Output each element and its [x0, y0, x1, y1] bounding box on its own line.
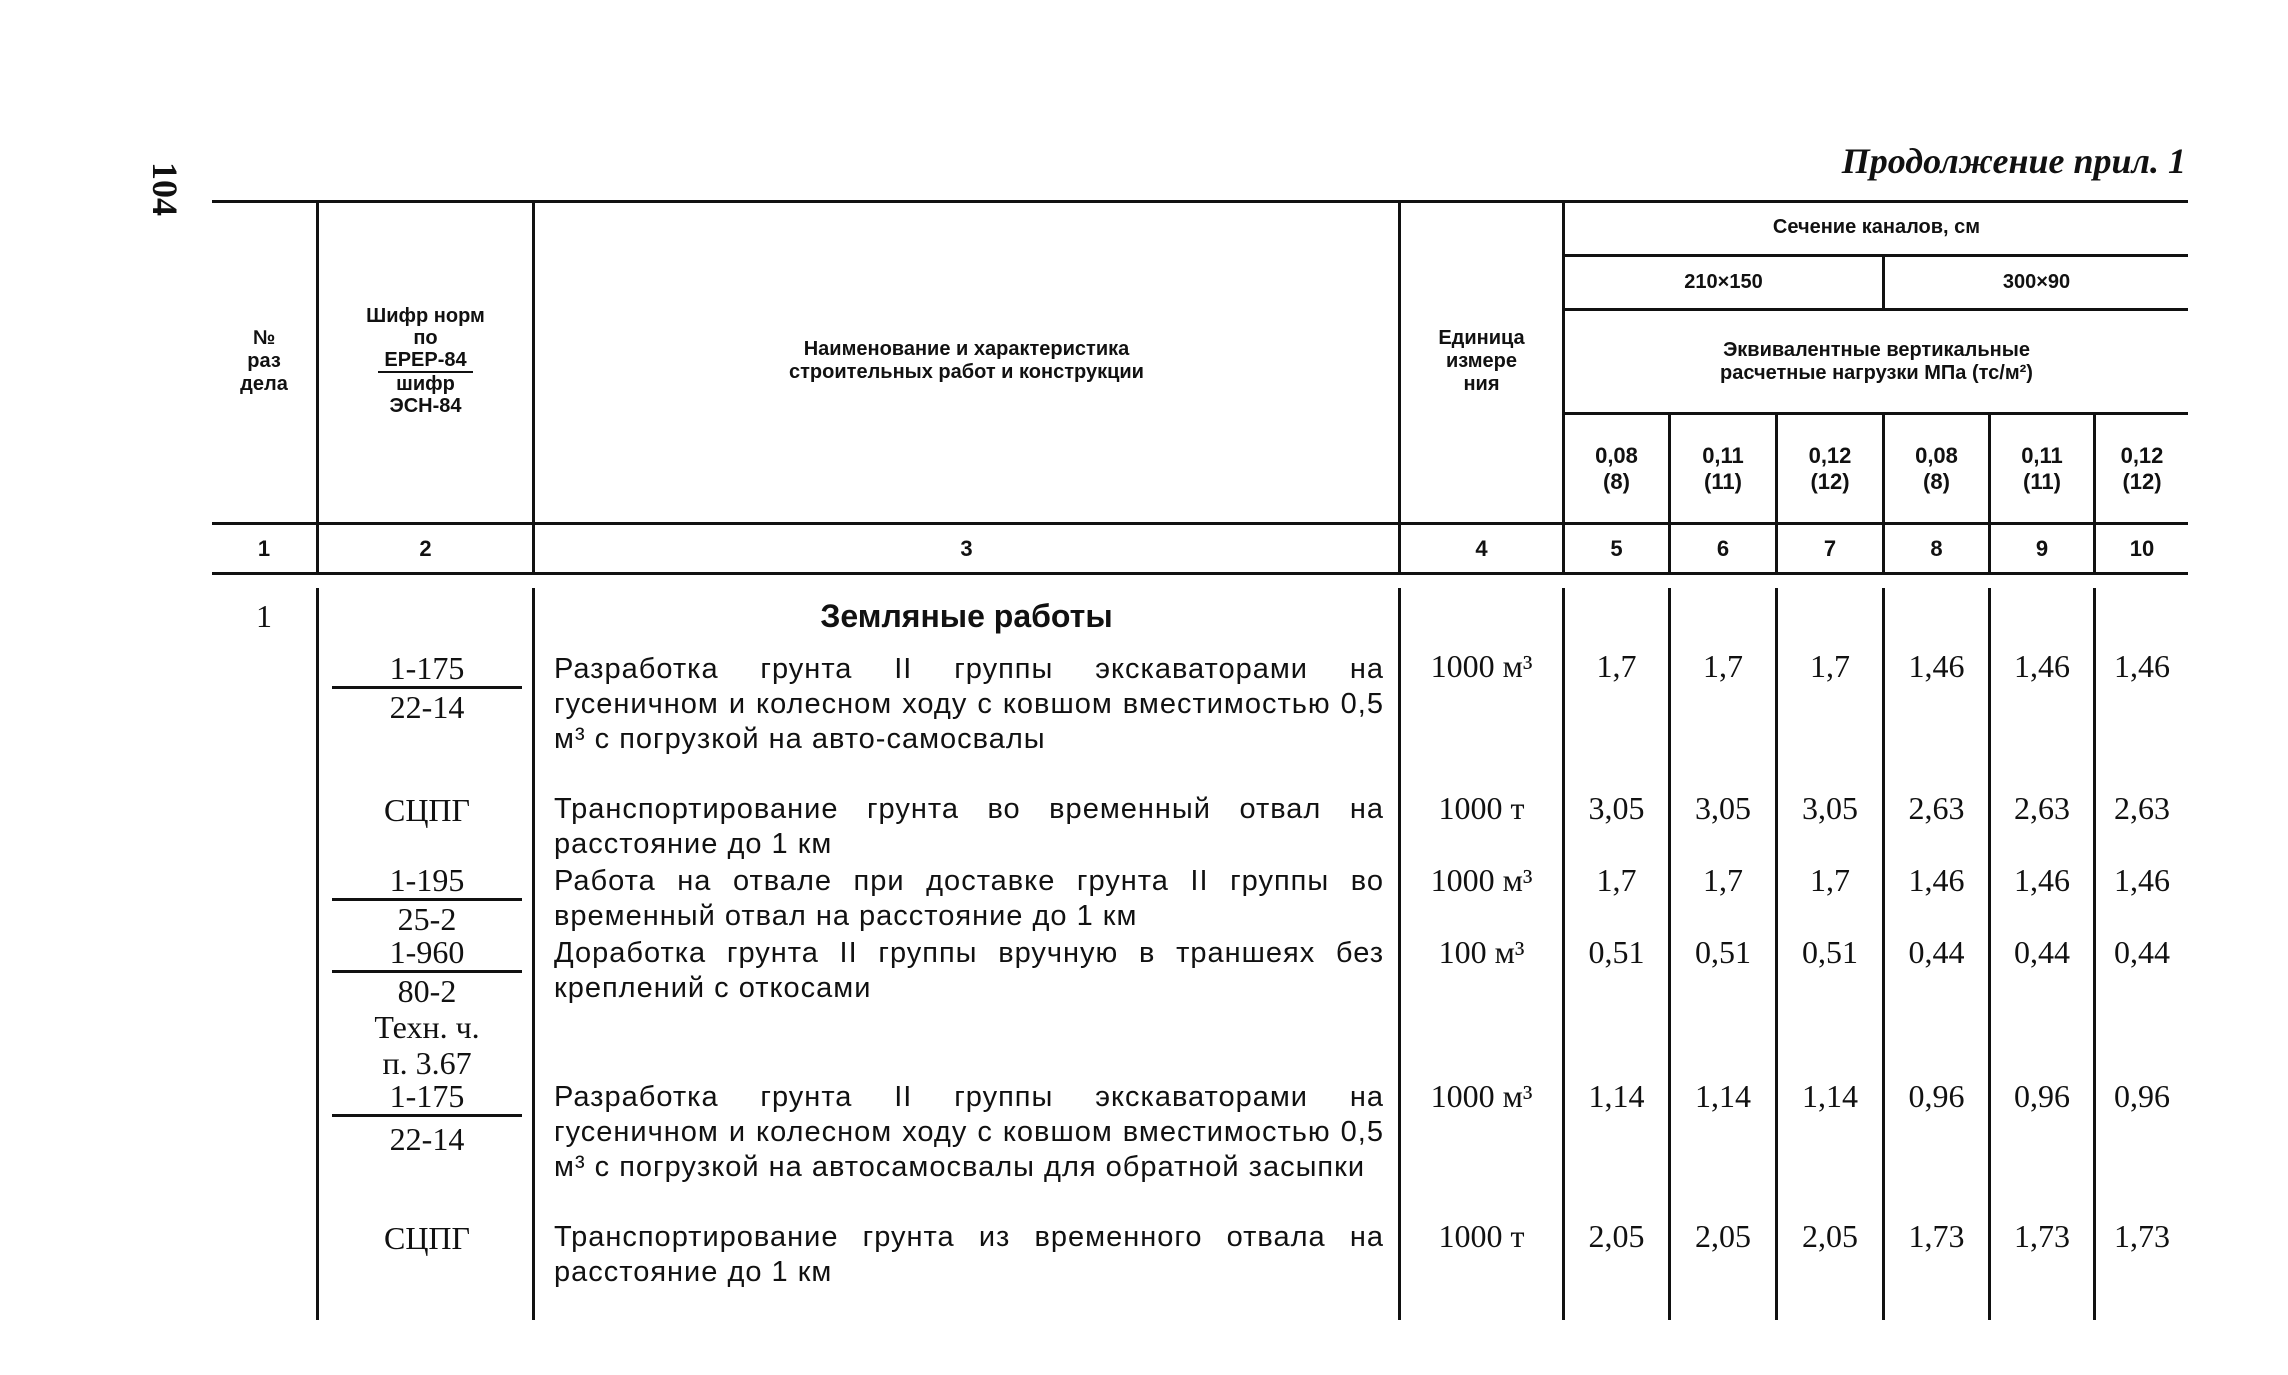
header-col2-line5: ЭСН-84 — [389, 395, 462, 417]
header-load-col-5-value: 0,08 — [1595, 442, 1638, 468]
colnum-6: 6 — [1716, 535, 1730, 561]
header-size-b: 300×90 — [2002, 271, 2071, 293]
header-col4-line3: ния — [1463, 372, 1500, 395]
row5-unit: 1000 м³ — [1430, 1078, 1533, 1114]
row6-description: Транспортирование грунта из временного отвала на расстояние до 1 км — [554, 1221, 1384, 1288]
header-load-col-6-value: 0,11 — [1702, 442, 1744, 468]
header-load-col-9-value: 0,11 — [2021, 442, 2063, 468]
row5-cipher — [332, 1078, 522, 1157]
header-col4-line2: измере — [1446, 349, 1517, 372]
row2-val5: 3,05 — [1588, 790, 1645, 826]
row3-cipher — [332, 862, 522, 937]
header-load-col-5 — [1565, 415, 1668, 522]
rule-colnum-bottom — [212, 572, 2188, 575]
row2-cipher: СЦПГ — [383, 792, 471, 828]
norms-table — [212, 200, 2188, 1330]
page-number: 104 — [145, 162, 185, 216]
row6-val5: 2,05 — [1588, 1218, 1645, 1254]
header-load-col-7 — [1778, 415, 1882, 522]
header-load-col-8-value: 0,08 — [1915, 442, 1958, 468]
row2-val10: 2,63 — [2114, 790, 2170, 826]
row6-val8: 1,73 — [1908, 1218, 1965, 1254]
continuation-title: Продолжение прил. 1 — [1841, 141, 2186, 181]
header-col3-line2: строительных работ и конструкции — [789, 361, 1144, 383]
colnum-8: 8 — [1930, 535, 1943, 561]
header-col3-line1: Наименование и характеристика — [803, 338, 1130, 360]
row3-val8: 1,46 — [1908, 862, 1965, 898]
header-loads-line2: расчетные нагрузки МПа (тс/м²) — [1720, 361, 2033, 384]
row4-val9: 0,44 — [2014, 934, 2070, 970]
header-load-col-7-value: 0,12 — [1808, 442, 1852, 468]
row1-val5: 1,7 — [1596, 648, 1637, 684]
colnum-4: 4 — [1475, 535, 1488, 561]
row3-cipher-bottom: 25-2 — [397, 901, 457, 937]
header-col2-line1: Шифр норм — [366, 305, 485, 327]
row1-val7: 1,7 — [1810, 648, 1850, 684]
row6-cipher: СЦПГ — [383, 1220, 471, 1256]
colnum-3: 3 — [960, 535, 973, 561]
row6-val6: 2,05 — [1695, 1218, 1751, 1254]
row6-val7: 2,05 — [1802, 1218, 1858, 1254]
header-col1-line3: дела — [240, 372, 288, 395]
header-col1-line2: раз — [247, 349, 281, 372]
rule-body-v2 — [532, 588, 535, 1320]
colnum-1: 1 — [257, 535, 271, 561]
row3-val7: 1,7 — [1810, 862, 1850, 898]
row4-cipher-bottom: 80-2 — [397, 973, 457, 1009]
section-number: 1 — [256, 598, 272, 634]
row2-val7: 3,05 — [1802, 790, 1858, 826]
header-load-col-8 — [1885, 415, 1988, 522]
header-load-col-5-tcm: (8) — [1603, 468, 1630, 494]
header-col1-line1: № — [252, 326, 276, 349]
row5-cipher-bottom: 22-14 — [389, 1121, 465, 1157]
row3-cipher-top: 1-195 — [332, 862, 522, 901]
header-load-col-9 — [1991, 415, 2093, 522]
header-col2 — [319, 200, 532, 522]
row1-cipher-top: 1-175 — [332, 650, 522, 689]
row1-val9: 1,46 — [2014, 648, 2070, 684]
header-col2-line2: по — [413, 327, 438, 349]
header-col3 — [535, 200, 1398, 522]
header-col4-line1: Единица — [1438, 326, 1525, 349]
row5-val5: 1,14 — [1588, 1078, 1645, 1114]
colnum-9: 9 — [2035, 535, 2049, 561]
row3-unit: 1000 м³ — [1430, 862, 1533, 898]
row2-val6: 3,05 — [1695, 790, 1751, 826]
row1-cipher-bottom: 22-14 — [389, 689, 465, 725]
rule-body-v1 — [316, 588, 319, 1320]
row1-val10: 1,46 — [2114, 648, 2170, 684]
row5-val6: 1,14 — [1695, 1078, 1751, 1114]
header-col4 — [1401, 200, 1562, 522]
header-size-a: 210×150 — [1684, 271, 1763, 293]
header-col2-line4: шифр — [396, 373, 455, 395]
section-title: Земляные работы — [820, 598, 1113, 634]
colnum-10: 10 — [2129, 535, 2155, 561]
header-load-col-6-tcm: (11) — [1704, 468, 1742, 494]
row6-unit: 1000 т — [1438, 1218, 1525, 1254]
row5-cipher-top: 1-175 — [332, 1078, 522, 1117]
row5-description: Разработка грунта II группы экскаваторами на гусеничном и колесном ходу с ковшом вместимостью 0,5 м³ с погрузкой на автосамосвалы для обратной засыпки — [554, 1081, 1384, 1183]
row1-unit: 1000 м³ — [1430, 648, 1533, 684]
row1-val8: 1,46 — [1908, 648, 1965, 684]
row1-val6: 1,7 — [1703, 648, 1743, 684]
row4-cipher-note-2: п. 3.67 — [382, 1045, 472, 1081]
header-load-col-8-tcm: (8) — [1923, 468, 1950, 494]
row1-description: Разработка грунта II группы экскаваторами на гусеничном и колесном ходу с ковшом вместимостью 0,5 м³ с погрузкой на авто-самосвалы — [554, 653, 1384, 755]
row4-cipher-top: 1-960 — [332, 934, 522, 973]
row4-cipher-note-1: Техн. ч. — [374, 1009, 480, 1045]
row6-val10: 1,73 — [2114, 1218, 2170, 1254]
row4-unit: 100 м³ — [1438, 934, 1525, 970]
row5-val10: 0,96 — [2114, 1078, 2170, 1114]
row4-val5: 0,51 — [1588, 934, 1645, 970]
header-load-col-9-tcm: (11) — [2023, 468, 2061, 494]
header-loads — [1565, 311, 2188, 412]
row1-cipher — [332, 650, 522, 725]
header-load-col-6 — [1671, 415, 1775, 522]
row3-val6: 1,7 — [1703, 862, 1743, 898]
row5-val8: 0,96 — [1908, 1078, 1965, 1114]
row2-val9: 2,63 — [2014, 790, 2070, 826]
header-col2-line3: ЕРЕР-84 — [378, 349, 472, 373]
header-load-col-10-tcm: (12) — [2122, 468, 2162, 494]
row4-val10: 0,44 — [2114, 934, 2170, 970]
row3-val9: 1,46 — [2014, 862, 2070, 898]
row3-val10: 1,46 — [2114, 862, 2170, 898]
colnum-2: 2 — [419, 535, 432, 561]
row4-val7: 0,51 — [1802, 934, 1858, 970]
header-loads-line1: Эквивалентные вертикальные — [1723, 338, 2030, 361]
header-load-col-7-tcm: (12) — [1810, 468, 1850, 494]
row4-val6: 0,51 — [1695, 934, 1751, 970]
colnum-5: 5 — [1610, 535, 1623, 561]
row4-val8: 0,44 — [1908, 934, 1965, 970]
row2-unit: 1000 т — [1438, 790, 1525, 826]
header-col1 — [212, 200, 316, 522]
header-load-col-10-value: 0,12 — [2120, 442, 2164, 468]
row3-description: Работа на отвале при доставке грунта II группы во временный отвал на расстояние до 1 км — [554, 865, 1384, 932]
colnum-7: 7 — [1823, 535, 1837, 561]
row6-val9: 1,73 — [2014, 1218, 2070, 1254]
row4-description: Доработка грунта II группы вручную в траншеях без креплений с откосами — [554, 937, 1384, 1004]
row2-description: Транспортирование грунта во временный отвал на расстояние до 1 км — [554, 793, 1384, 860]
row5-val7: 1,14 — [1802, 1078, 1858, 1114]
header-channel-section: Сечение каналов, см — [1772, 215, 1981, 238]
row2-val8: 2,63 — [1908, 790, 1965, 826]
header-load-col-10 — [2096, 415, 2188, 522]
row3-val5: 1,7 — [1596, 862, 1637, 898]
row5-val9: 0,96 — [2014, 1078, 2070, 1114]
row4-cipher — [332, 934, 522, 1081]
